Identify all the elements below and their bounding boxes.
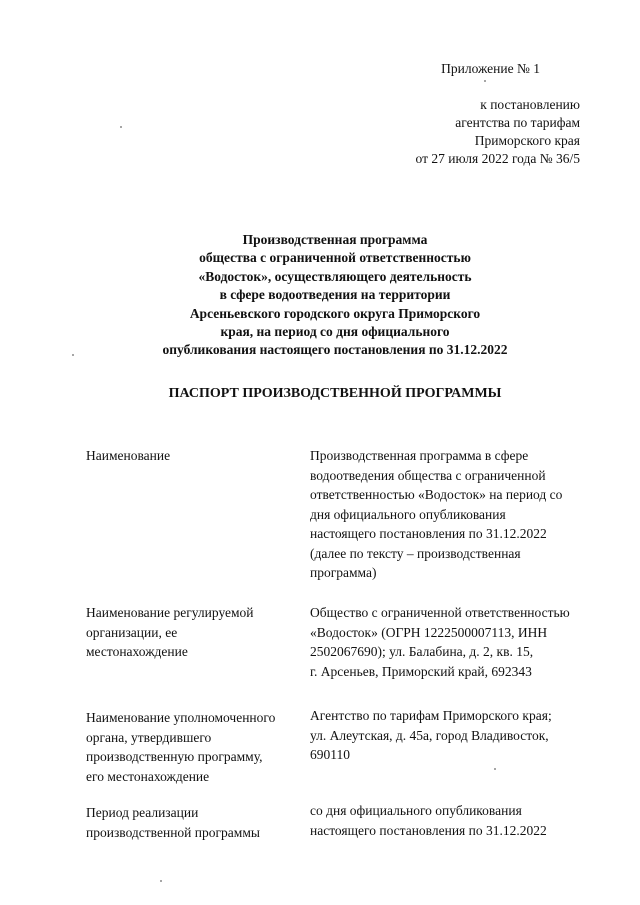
row-value-line: Общество с ограниченной ответственностью xyxy=(310,605,570,620)
row-value-line: «Водосток» (ОГРН 1222500007113, ИНН xyxy=(310,624,548,640)
scan-speck xyxy=(160,880,162,882)
program-title xyxy=(100,231,570,360)
row-value-line: настоящего постановления по 31.12.2022 xyxy=(310,526,547,541)
scan-speck xyxy=(72,354,74,356)
row-value-line: ответственностью «Водосток» на период со xyxy=(310,487,563,502)
row-value-line: 690110 xyxy=(310,747,350,762)
passport-row-value-authority xyxy=(310,706,610,765)
row-value-line: дня официального опубликования xyxy=(310,506,506,522)
program-title-line: общества с ограниченной ответственностью xyxy=(199,250,471,266)
passport-heading: ПАСПОРТ ПРОИЗВОДСТВЕННОЙ ПРОГРАММЫ xyxy=(168,386,502,401)
program-title-line: Производственная программа xyxy=(242,232,428,247)
passport-row-label-period xyxy=(86,803,302,842)
passport-row-label-name xyxy=(86,446,302,466)
row-label-line: Наименование регулируемой xyxy=(86,605,254,620)
appendix-line: агентства по тарифам xyxy=(455,115,580,130)
row-label-line: организации, ее xyxy=(86,624,178,640)
row-label-line: Период реализации xyxy=(86,805,199,820)
program-title-line: в сфере водоотведения на территории xyxy=(219,287,451,303)
appendix-line: Приморского края xyxy=(474,133,580,148)
scan-speck xyxy=(484,80,486,82)
passport-row-value-name xyxy=(310,446,610,583)
row-label-line: органа, утвердившего xyxy=(86,729,212,745)
row-label-line: местонахождение xyxy=(86,644,188,659)
passport-row-label-organization xyxy=(86,603,302,662)
row-label-line: производственную программу, xyxy=(86,749,263,764)
scan-speck xyxy=(120,126,122,128)
row-value-line: Производственная программа в сфере xyxy=(310,448,529,463)
program-title-line: опубликования настоящего постановления по 31.12.2022 xyxy=(162,342,508,358)
row-label-line: Наименование xyxy=(86,448,171,463)
program-title-line: края, на период со дня официального xyxy=(220,324,450,340)
appendix-title xyxy=(380,60,540,78)
row-value-line: г. Арсеньев, Приморский край, 692343 xyxy=(310,663,532,679)
scan-speck xyxy=(494,768,496,770)
row-value-line: со дня официального опубликования xyxy=(310,803,522,818)
appendix-line: к постановлению xyxy=(480,97,580,112)
passport-row-value-period xyxy=(310,801,610,840)
row-label-line: его местонахождение xyxy=(86,768,210,784)
program-title-line: «Водосток», осуществляющего деятельность xyxy=(198,268,472,284)
passport-row-label-authority xyxy=(86,708,302,786)
program-title-line: Арсеньевского городского округа Приморского xyxy=(189,305,481,321)
row-value-line: настоящего постановления по 31.12.2022 xyxy=(310,822,547,838)
appendix-line: от 27 июля 2022 года № 36/5 xyxy=(415,151,580,166)
row-value-line: водоотведения общества с ограниченной xyxy=(310,467,546,483)
row-value-line: ул. Алеутская, д. 45а, город Владивосток, xyxy=(310,727,549,743)
row-value-line: Агентство по тарифам Приморского края; xyxy=(310,708,552,723)
appendix-title-text: Приложение № 1 xyxy=(441,61,540,76)
appendix-reference xyxy=(380,96,580,168)
row-value-line: 2502067690); ул. Балабина, д. 2, кв. 15, xyxy=(310,644,534,659)
row-value-line: (далее по тексту – производственная xyxy=(310,545,521,561)
row-label-line: Наименование уполномоченного xyxy=(86,710,276,725)
row-value-line: программа) xyxy=(310,565,377,580)
passport-row-value-organization xyxy=(310,603,610,681)
row-label-line: производственной программы xyxy=(86,824,260,840)
